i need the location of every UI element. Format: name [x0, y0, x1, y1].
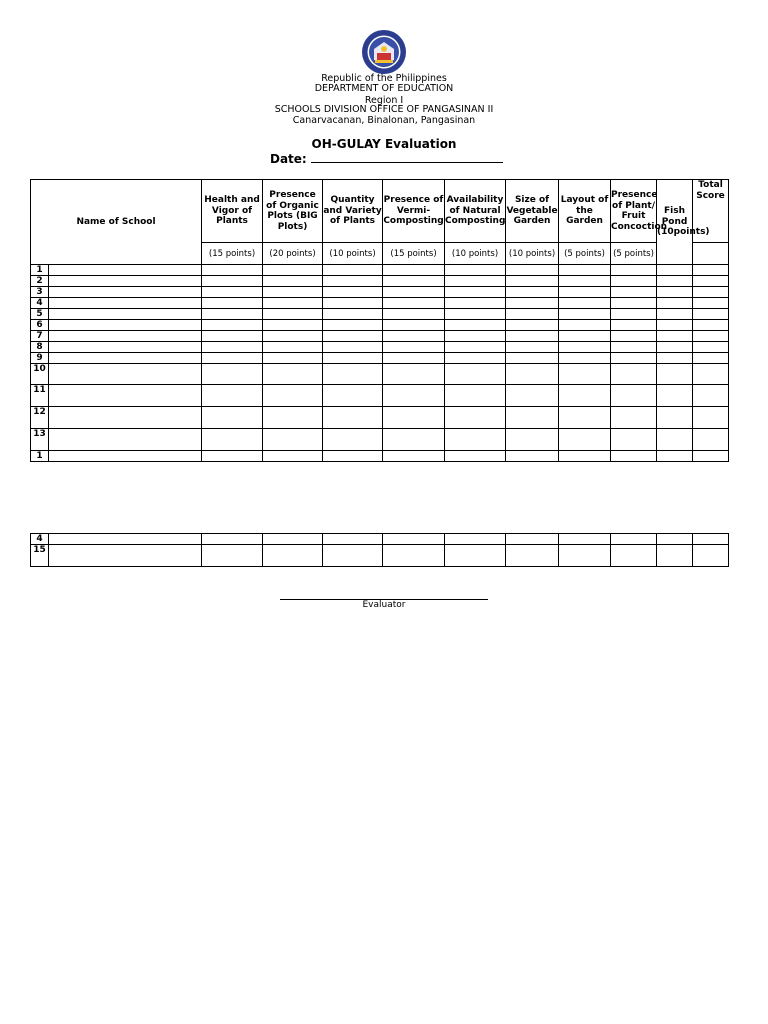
date-label: Date: [270, 152, 311, 166]
score-cell[interactable] [383, 534, 445, 545]
score-cell[interactable] [202, 309, 263, 320]
score-cell[interactable] [693, 320, 729, 331]
criterion-points: (10 points) [323, 243, 383, 265]
school-name-cell[interactable] [49, 331, 202, 342]
score-cell[interactable] [611, 265, 657, 276]
score-cell[interactable] [383, 385, 445, 407]
score-cell[interactable] [611, 331, 657, 342]
score-cell[interactable] [263, 309, 323, 320]
criterion-header: Quantity and Variety of Plants [323, 180, 383, 243]
score-cell[interactable] [506, 298, 559, 309]
row-number: 5 [31, 309, 49, 320]
score-cell[interactable] [263, 342, 323, 353]
score-cell[interactable] [263, 287, 323, 298]
score-cell[interactable] [383, 276, 445, 287]
address-line: Canarvacanan, Binalonan, Pangasinan [292, 115, 476, 126]
criterion-points: (5 points) [559, 243, 611, 265]
score-cell[interactable] [383, 265, 445, 276]
score-cell[interactable] [693, 534, 729, 545]
score-cell[interactable] [202, 331, 263, 342]
score-cell[interactable] [445, 451, 506, 462]
school-name-cell[interactable] [49, 407, 202, 429]
score-cell[interactable] [263, 276, 323, 287]
score-cell[interactable] [445, 353, 506, 364]
score-cell[interactable] [657, 276, 693, 287]
score-cell[interactable] [657, 353, 693, 364]
score-cell[interactable] [657, 320, 693, 331]
score-cell[interactable] [383, 309, 445, 320]
row-number: 4 [31, 534, 49, 545]
score-cell[interactable] [323, 534, 383, 545]
school-name-cell[interactable] [49, 545, 202, 567]
score-cell[interactable] [506, 545, 559, 567]
score-cell[interactable] [657, 342, 693, 353]
criterion-header: Presence of Plant/ Fruit Concoction [611, 180, 657, 243]
criterion-header: Fish Pond (10points) [657, 180, 693, 265]
score-cell[interactable] [506, 265, 559, 276]
score-cell[interactable] [506, 276, 559, 287]
score-cell[interactable] [202, 342, 263, 353]
score-cell[interactable] [323, 545, 383, 567]
score-cell[interactable] [263, 385, 323, 407]
table-row [31, 385, 729, 407]
row-number: 13 [31, 429, 49, 451]
table-row [31, 429, 729, 451]
score-cell[interactable] [202, 265, 263, 276]
table-row [31, 287, 729, 298]
deped-seal-logo [361, 29, 407, 75]
row-number: 4 [31, 298, 49, 309]
score-cell[interactable] [202, 534, 263, 545]
score-cell[interactable] [445, 429, 506, 451]
criterion-header: Presence of Organic Plots (BIG Plots) [263, 180, 323, 243]
score-cell[interactable] [263, 265, 323, 276]
school-name-cell[interactable] [49, 320, 202, 331]
score-cell[interactable] [506, 353, 559, 364]
score-cell[interactable] [383, 320, 445, 331]
table-row [31, 353, 729, 364]
score-cell[interactable] [445, 320, 506, 331]
score-cell[interactable] [693, 298, 729, 309]
score-cell[interactable] [445, 534, 506, 545]
score-cell[interactable] [611, 534, 657, 545]
score-cell[interactable] [202, 276, 263, 287]
school-name-cell[interactable] [49, 309, 202, 320]
row-number: 15 [31, 545, 49, 567]
score-cell[interactable] [323, 385, 383, 407]
table-row [31, 451, 729, 462]
table-row [31, 309, 729, 320]
score-cell[interactable] [506, 320, 559, 331]
score-cell[interactable] [445, 331, 506, 342]
score-cell[interactable] [263, 364, 323, 385]
table-row [31, 276, 729, 287]
date-blank-line[interactable] [311, 151, 503, 163]
score-cell[interactable] [657, 287, 693, 298]
table-row [31, 342, 729, 353]
score-cell[interactable] [383, 287, 445, 298]
score-cell[interactable] [323, 407, 383, 429]
score-cell[interactable] [263, 407, 323, 429]
row-number: 12 [31, 407, 49, 429]
table-row [31, 534, 729, 545]
score-cell[interactable] [323, 342, 383, 353]
criterion-points: (15 points) [202, 243, 263, 265]
table-row [31, 331, 729, 342]
score-cell[interactable] [506, 407, 559, 429]
score-cell[interactable] [323, 429, 383, 451]
score-cell[interactable] [506, 287, 559, 298]
republic-line: Republic of the Philippines [321, 73, 447, 84]
score-cell[interactable] [445, 545, 506, 567]
score-cell[interactable] [383, 353, 445, 364]
table-row [31, 265, 729, 276]
criterion-header: Size of Vegetable Garden [506, 180, 559, 243]
score-cell[interactable] [263, 429, 323, 451]
score-cell[interactable] [693, 309, 729, 320]
score-cell[interactable] [445, 298, 506, 309]
school-name-cell[interactable] [49, 353, 202, 364]
school-name-cell[interactable] [49, 342, 202, 353]
score-cell[interactable] [383, 298, 445, 309]
score-cell[interactable] [323, 331, 383, 342]
score-cell[interactable] [559, 385, 611, 407]
score-cell[interactable] [445, 364, 506, 385]
score-cell[interactable] [263, 298, 323, 309]
table-row [31, 545, 729, 567]
score-cell[interactable] [611, 429, 657, 451]
school-name-cell[interactable] [49, 534, 202, 545]
table-row [31, 364, 729, 385]
school-name-cell[interactable] [49, 298, 202, 309]
score-cell[interactable] [611, 364, 657, 385]
score-cell[interactable] [693, 265, 729, 276]
region-line: Region I [364, 95, 404, 106]
school-name-cell[interactable] [49, 429, 202, 451]
score-cell[interactable] [323, 320, 383, 331]
score-cell[interactable] [657, 545, 693, 567]
school-name-cell[interactable] [49, 385, 202, 407]
score-cell[interactable] [323, 451, 383, 462]
score-cell[interactable] [445, 342, 506, 353]
score-cell[interactable] [693, 407, 729, 429]
score-cell[interactable] [445, 287, 506, 298]
row-number: 10 [31, 364, 49, 385]
score-cell[interactable] [693, 429, 729, 451]
score-cell[interactable] [611, 407, 657, 429]
department-line: DEPARTMENT OF EDUCATION [314, 83, 454, 94]
score-cell[interactable] [559, 298, 611, 309]
score-cell[interactable] [693, 451, 729, 462]
school-name-cell[interactable] [49, 265, 202, 276]
criterion-points: (10 points) [445, 243, 506, 265]
score-cell[interactable] [506, 534, 559, 545]
table-row [31, 320, 729, 331]
school-name-cell[interactable] [49, 364, 202, 385]
score-cell[interactable] [506, 451, 559, 462]
score-cell[interactable] [657, 309, 693, 320]
score-cell[interactable] [263, 534, 323, 545]
criterion-points: (20 points) [263, 243, 323, 265]
score-cell[interactable] [611, 320, 657, 331]
score-cell[interactable] [559, 265, 611, 276]
score-cell[interactable] [657, 407, 693, 429]
score-cell[interactable] [263, 331, 323, 342]
score-cell[interactable] [693, 276, 729, 287]
score-cell[interactable] [657, 385, 693, 407]
score-cell[interactable] [693, 385, 729, 407]
score-cell[interactable] [693, 353, 729, 364]
row-number: 9 [31, 353, 49, 364]
score-cell[interactable] [611, 451, 657, 462]
score-cell[interactable] [506, 331, 559, 342]
score-cell[interactable] [383, 342, 445, 353]
score-cell[interactable] [559, 320, 611, 331]
score-cell[interactable] [323, 265, 383, 276]
score-cell[interactable] [559, 429, 611, 451]
score-cell[interactable] [611, 287, 657, 298]
score-cell[interactable] [693, 364, 729, 385]
score-cell[interactable] [559, 451, 611, 462]
date-field [270, 151, 503, 166]
score-cell[interactable] [559, 407, 611, 429]
score-cell[interactable] [263, 451, 323, 462]
score-cell[interactable] [202, 385, 263, 407]
score-cell[interactable] [202, 545, 263, 567]
score-cell[interactable] [559, 545, 611, 567]
score-cell[interactable] [657, 451, 693, 462]
score-cell[interactable] [657, 429, 693, 451]
score-cell[interactable] [445, 385, 506, 407]
row-number: 6 [31, 320, 49, 331]
row-number: 2 [31, 276, 49, 287]
header-row [31, 180, 729, 243]
score-cell[interactable] [559, 276, 611, 287]
division-line: SCHOOLS DIVISION OFFICE OF PANGASINAN II [274, 104, 494, 115]
score-cell[interactable] [693, 331, 729, 342]
score-cell[interactable] [559, 534, 611, 545]
criterion-points: (5 points) [611, 243, 657, 265]
total-score-blank [693, 243, 729, 265]
score-cell[interactable] [383, 331, 445, 342]
score-cell[interactable] [611, 309, 657, 320]
score-cell[interactable] [202, 298, 263, 309]
score-cell[interactable] [263, 320, 323, 331]
score-cell[interactable] [611, 298, 657, 309]
evaluation-table [30, 179, 729, 462]
score-cell[interactable] [445, 276, 506, 287]
criterion-points: (10 points) [506, 243, 559, 265]
score-cell[interactable] [506, 309, 559, 320]
score-cell[interactable] [323, 287, 383, 298]
school-name-cell[interactable] [49, 287, 202, 298]
criterion-header: Availability of Natural Composting [445, 180, 506, 243]
score-cell[interactable] [611, 385, 657, 407]
evaluator-label: Evaluator [362, 600, 406, 610]
score-cell[interactable] [559, 331, 611, 342]
score-cell[interactable] [383, 407, 445, 429]
score-cell[interactable] [559, 353, 611, 364]
score-cell[interactable] [693, 342, 729, 353]
score-cell[interactable] [559, 287, 611, 298]
row-number: 7 [31, 331, 49, 342]
score-cell[interactable] [445, 265, 506, 276]
score-cell[interactable] [657, 364, 693, 385]
criterion-header: Health and Vigor of Plants [202, 180, 263, 243]
score-cell[interactable] [506, 342, 559, 353]
score-cell[interactable] [383, 429, 445, 451]
score-cell[interactable] [202, 353, 263, 364]
score-cell[interactable] [657, 298, 693, 309]
name-of-school-header: Name of School [31, 180, 202, 265]
score-cell[interactable] [506, 364, 559, 385]
row-number: 1 [31, 265, 49, 276]
form-title: OH-GULAY Evaluation [311, 137, 457, 151]
evaluation-table-continued [30, 533, 729, 567]
score-cell[interactable] [445, 407, 506, 429]
table-row [31, 407, 729, 429]
score-cell[interactable] [383, 364, 445, 385]
criterion-header: Presence of Vermi-Composting [383, 180, 445, 243]
score-cell[interactable] [693, 287, 729, 298]
score-cell[interactable] [202, 407, 263, 429]
score-cell[interactable] [657, 331, 693, 342]
score-cell[interactable] [202, 429, 263, 451]
score-cell[interactable] [383, 451, 445, 462]
score-cell[interactable] [263, 353, 323, 364]
score-cell[interactable] [383, 545, 445, 567]
school-name-cell[interactable] [49, 451, 202, 462]
score-cell[interactable] [693, 545, 729, 567]
score-cell[interactable] [506, 429, 559, 451]
score-cell[interactable] [202, 287, 263, 298]
score-cell[interactable] [611, 545, 657, 567]
score-cell[interactable] [657, 265, 693, 276]
criterion-points: (15 points) [383, 243, 445, 265]
total-score-header: Total Score [693, 180, 729, 243]
row-number: 3 [31, 287, 49, 298]
school-name-cell[interactable] [49, 276, 202, 287]
score-cell[interactable] [202, 320, 263, 331]
score-cell[interactable] [323, 276, 383, 287]
score-cell[interactable] [611, 342, 657, 353]
score-cell[interactable] [611, 353, 657, 364]
score-cell[interactable] [559, 364, 611, 385]
score-cell[interactable] [445, 309, 506, 320]
row-number: 1 [31, 451, 49, 462]
criterion-header: Layout of the Garden [559, 180, 611, 243]
score-cell[interactable] [559, 342, 611, 353]
score-cell[interactable] [323, 298, 383, 309]
score-cell[interactable] [323, 353, 383, 364]
score-cell[interactable] [657, 534, 693, 545]
score-cell[interactable] [263, 545, 323, 567]
score-cell[interactable] [323, 309, 383, 320]
score-cell[interactable] [202, 364, 263, 385]
score-cell[interactable] [323, 364, 383, 385]
row-number: 8 [31, 342, 49, 353]
score-cell[interactable] [611, 276, 657, 287]
score-cell[interactable] [202, 451, 263, 462]
score-cell[interactable] [559, 309, 611, 320]
score-cell[interactable] [506, 385, 559, 407]
table-row [31, 298, 729, 309]
row-number: 11 [31, 385, 49, 407]
